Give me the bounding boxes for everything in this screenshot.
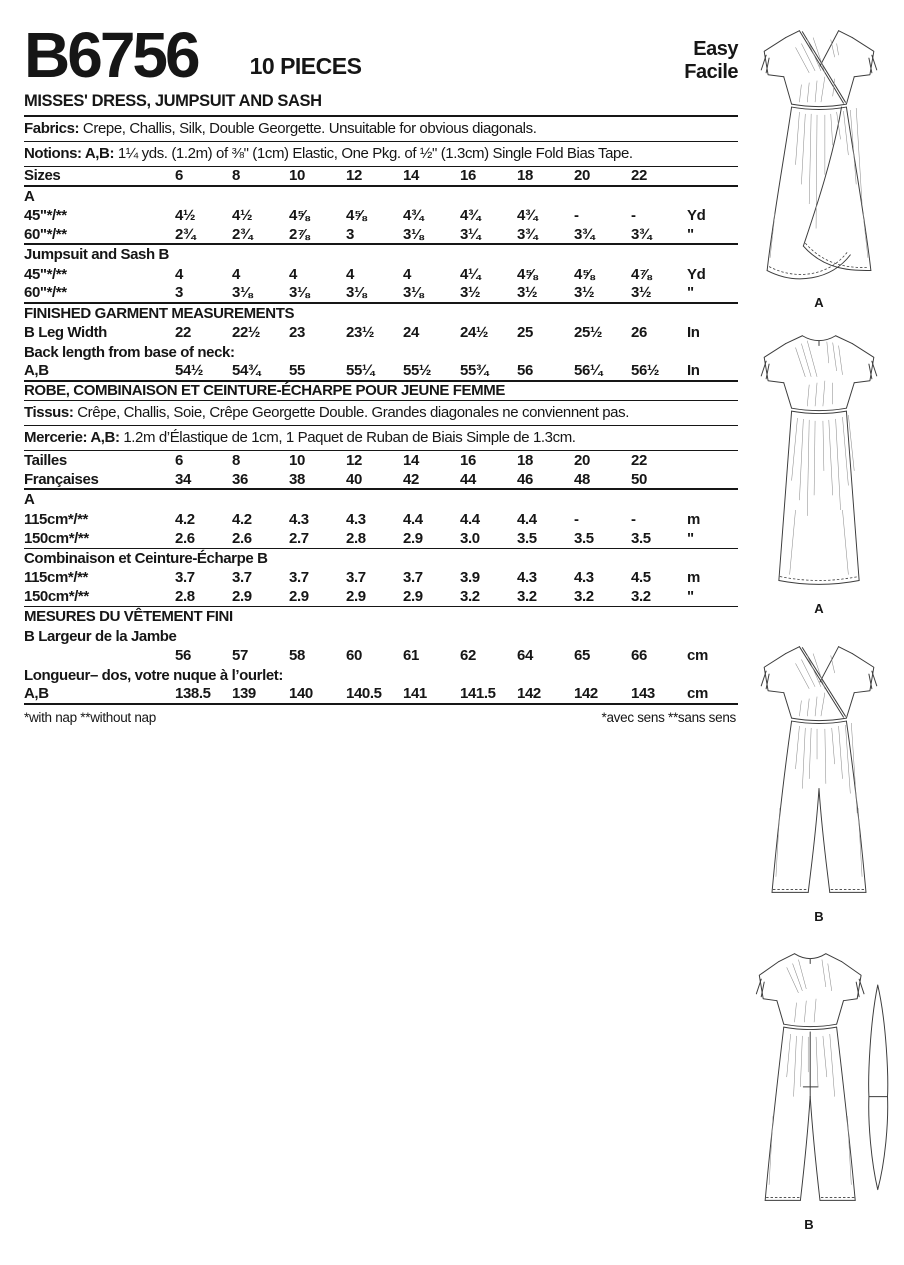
table-row — [24, 471, 738, 491]
size-value: 48 — [574, 470, 590, 488]
unit-label: " — [687, 284, 694, 302]
table-row — [24, 588, 738, 608]
table-row — [24, 323, 738, 343]
difficulty-french: Facile — [684, 61, 738, 83]
size-value: 3.9 — [460, 569, 480, 587]
size-value: 4 — [346, 265, 354, 283]
row-label: 45"*/** — [24, 265, 67, 283]
size-value: 3.0 — [460, 529, 480, 547]
table-row — [24, 451, 738, 471]
size-value: 22 — [631, 167, 647, 185]
section-label: MESURES DU VÊTEMENT FINI — [24, 608, 233, 626]
view-label-jumpsuit-back: B — [804, 1217, 814, 1232]
unit-label: cm — [687, 647, 708, 665]
table-row — [24, 284, 738, 304]
size-value: 4 — [175, 265, 183, 283]
unit-label: Yd — [687, 265, 706, 283]
size-value: 3.7 — [232, 569, 252, 587]
size-value: 3⅛ — [403, 225, 424, 243]
size-value: 26 — [631, 324, 647, 342]
table-row — [24, 117, 738, 142]
section-label: ROBE, COMBINAISON ET CEINTURE-ÉCHARPE POUR JEUNE FEMME — [24, 382, 505, 400]
size-value: 3.2 — [460, 588, 480, 606]
size-value: 3.7 — [175, 569, 195, 587]
section-label: FINISHED GARMENT MEASUREMENTS — [24, 304, 295, 322]
table-row — [24, 206, 738, 226]
size-value: 66 — [631, 647, 647, 665]
table-row — [24, 343, 738, 363]
size-value: 46 — [517, 470, 533, 488]
unit-label: " — [687, 529, 694, 547]
size-value: 141 — [403, 685, 427, 703]
size-value: 4.4 — [517, 510, 537, 528]
size-value: 2.9 — [403, 529, 423, 547]
size-value: 56¼ — [574, 362, 602, 380]
size-value: 55¾ — [460, 362, 488, 380]
size-value: 3.7 — [346, 569, 366, 587]
size-value: - — [574, 510, 579, 528]
size-value: 4.3 — [574, 569, 594, 587]
size-value: 57 — [232, 647, 248, 665]
size-value: 4.5 — [631, 569, 651, 587]
unit-label: m — [687, 569, 700, 587]
row-label: 115cm*/** — [24, 510, 88, 528]
dress-back-illustration — [738, 324, 900, 618]
size-value: 3½ — [574, 284, 595, 302]
size-table — [24, 117, 738, 705]
table-row — [24, 510, 738, 530]
size-value: 2.9 — [403, 588, 423, 606]
info-label: Fabrics: — [24, 120, 80, 137]
size-value: 3½ — [517, 284, 538, 302]
row-label: A,B — [24, 685, 49, 703]
size-value: 4.4 — [403, 510, 423, 528]
section-label: Combinaison et Ceinture-Écharpe B — [24, 549, 268, 567]
size-value: 2¾ — [232, 225, 253, 243]
size-value: 22½ — [232, 324, 260, 342]
size-value: 16 — [460, 452, 476, 470]
size-value: 36 — [232, 470, 248, 488]
size-value: 3.5 — [574, 529, 594, 547]
size-value: 143 — [631, 685, 655, 703]
size-value: 3½ — [460, 284, 481, 302]
size-value: 16 — [460, 167, 476, 185]
table-row — [24, 426, 738, 451]
size-value: 34 — [175, 470, 191, 488]
size-value: 60 — [346, 647, 362, 665]
size-value: - — [574, 207, 579, 225]
section-label: A — [24, 187, 35, 205]
dress-front-illustration — [738, 18, 900, 312]
info-label: Tissus: — [24, 404, 74, 421]
size-value: 4⅝ — [517, 265, 538, 283]
info-text: 1¼ yds. (1.2m) of ⅜" (1cm) Elastic, One Pkg. of ½" (1.3cm) Single Fold Bias Tape. — [114, 145, 633, 162]
size-value: 54¾ — [232, 362, 260, 380]
size-value: 3¾ — [517, 225, 538, 243]
size-value: 142 — [517, 685, 541, 703]
size-value: 56½ — [631, 362, 659, 380]
table-row — [24, 142, 738, 167]
table-row — [24, 568, 738, 588]
size-value: 14 — [403, 452, 419, 470]
size-value: 4.4 — [460, 510, 480, 528]
size-value: 2.9 — [346, 588, 366, 606]
info-column — [24, 8, 738, 1234]
size-value: 4 — [403, 265, 411, 283]
row-label: Sizes — [24, 167, 61, 185]
size-value: 4.2 — [175, 510, 195, 528]
view-label-dress-back: A — [814, 601, 824, 616]
row-label: 45"*/** — [24, 207, 67, 225]
pattern-number: B6756 — [24, 19, 198, 92]
size-value: 3 — [175, 284, 183, 302]
row-label: 60"*/** — [24, 225, 67, 243]
footnotes — [24, 705, 738, 725]
row-label: 150cm*/** — [24, 588, 89, 606]
size-value: 4.3 — [289, 510, 309, 528]
unit-label: In — [687, 324, 700, 342]
size-value: 3⅛ — [346, 284, 367, 302]
unit-label: cm — [687, 685, 708, 703]
size-value: 3.7 — [289, 569, 309, 587]
table-row — [24, 304, 738, 324]
size-value: 56 — [517, 362, 533, 380]
table-row — [24, 265, 738, 285]
size-value: 22 — [631, 452, 647, 470]
size-value: 2.9 — [232, 588, 252, 606]
size-value: 3¾ — [631, 225, 652, 243]
size-value: 4¾ — [403, 207, 424, 225]
table-row — [24, 607, 738, 627]
size-value: 4⅞ — [631, 265, 652, 283]
section-label: Jumpsuit and Sash B — [24, 246, 169, 264]
size-value: 8 — [232, 167, 240, 185]
size-value: 4¾ — [517, 207, 538, 225]
unit-label: " — [687, 588, 694, 606]
size-value: 140 — [289, 685, 313, 703]
section-label: Back length from base of neck: — [24, 343, 235, 361]
size-value: 44 — [460, 470, 476, 488]
table-row — [24, 529, 738, 549]
size-value: 10 — [289, 167, 305, 185]
size-value: 6 — [175, 167, 183, 185]
size-value: 2⅞ — [289, 225, 310, 243]
size-value: 55 — [289, 362, 305, 380]
size-value: 3.5 — [517, 529, 537, 547]
footnote-english: *with nap **without nap — [24, 709, 156, 725]
size-value: 20 — [574, 167, 590, 185]
info-text: 1.2m d’Élastique de 1cm, 1 Paquet de Ruban de Biais Simple de 1.3cm. — [119, 429, 576, 446]
table-row — [24, 245, 738, 265]
size-value: 65 — [574, 647, 590, 665]
size-value: 24 — [403, 324, 419, 342]
size-value: 18 — [517, 452, 533, 470]
table-row — [24, 362, 738, 382]
table-row — [24, 490, 738, 510]
size-value: 2.8 — [346, 529, 366, 547]
size-value: - — [631, 510, 636, 528]
illustration-column — [738, 8, 900, 1234]
size-value: 18 — [517, 167, 533, 185]
size-value: 3⅛ — [289, 284, 310, 302]
difficulty-rating — [684, 38, 738, 86]
table-row — [24, 685, 738, 705]
size-value: 4.2 — [232, 510, 252, 528]
size-value: 3⅛ — [403, 284, 424, 302]
size-value: 61 — [403, 647, 419, 665]
size-value: 3.2 — [631, 588, 651, 606]
garment-title: MISSES' DRESS, JUMPSUIT AND SASH — [24, 86, 738, 117]
table-row — [24, 401, 738, 426]
size-value: 3¾ — [574, 225, 595, 243]
row-label: Françaises — [24, 470, 99, 488]
size-value: 142 — [574, 685, 598, 703]
size-value: 14 — [403, 167, 419, 185]
info-label: Mercerie: A,B: — [24, 429, 120, 446]
size-value: 55½ — [403, 362, 431, 380]
row-label: 150cm*/** — [24, 529, 89, 547]
jumpsuit-front-drawing — [739, 632, 899, 910]
size-value: 3½ — [631, 284, 652, 302]
dress-back-drawing — [739, 324, 899, 602]
size-value: 4.3 — [346, 510, 366, 528]
size-value: 4⅝ — [574, 265, 595, 283]
footnote-french: *avec sens **sans sens — [601, 709, 736, 725]
size-value: 3⅛ — [232, 284, 253, 302]
row-label: Tailles — [24, 452, 67, 470]
section-label: Longueur– dos, votre nuque à l’ourlet: — [24, 666, 283, 684]
size-value: 6 — [175, 452, 183, 470]
size-value: 40 — [346, 470, 362, 488]
unit-label: " — [687, 225, 694, 243]
size-value: 2.7 — [289, 529, 309, 547]
size-value: 25 — [517, 324, 533, 342]
size-value: 55¼ — [346, 362, 374, 380]
size-value: 4¼ — [460, 265, 481, 283]
size-value: 56 — [175, 647, 191, 665]
size-value: 23 — [289, 324, 305, 342]
size-value: 4.3 — [517, 569, 537, 587]
size-value: 4½ — [175, 207, 196, 225]
row-label: 60"*/** — [24, 284, 67, 302]
size-value: 62 — [460, 647, 476, 665]
size-value: 2.9 — [289, 588, 309, 606]
table-row — [24, 666, 738, 686]
table-row — [24, 549, 738, 569]
table-row — [24, 646, 738, 666]
size-value: 138.5 — [175, 685, 211, 703]
section-label: B Largeur de la Jambe — [24, 627, 177, 645]
size-value: 10 — [289, 452, 305, 470]
size-value: 12 — [346, 452, 362, 470]
view-label-dress-front: A — [814, 295, 824, 310]
size-value: 50 — [631, 470, 647, 488]
jumpsuit-back-illustration — [738, 940, 900, 1234]
size-value: 3 — [346, 225, 354, 243]
size-value: 139 — [232, 685, 256, 703]
size-value: 12 — [346, 167, 362, 185]
header — [24, 8, 738, 92]
table-row — [24, 187, 738, 207]
table-row — [24, 382, 738, 402]
size-value: 20 — [574, 452, 590, 470]
dress-front-drawing — [739, 18, 899, 296]
size-value: 3.7 — [403, 569, 423, 587]
info-text: Crepe, Challis, Silk, Double Georgette. Unsuitable for obvious diagonals. — [79, 120, 537, 137]
size-value: - — [631, 207, 636, 225]
unit-label: Yd — [687, 207, 706, 225]
size-value: 2¾ — [175, 225, 196, 243]
size-value: 42 — [403, 470, 419, 488]
view-label-jumpsuit-front: B — [814, 909, 824, 924]
section-label: A — [24, 491, 35, 509]
info-text: Crêpe, Challis, Soie, Crêpe Georgette Double. Grandes diagonales ne conviennent pas. — [73, 404, 629, 421]
size-value: 25½ — [574, 324, 602, 342]
size-value: 38 — [289, 470, 305, 488]
size-value: 4⅝ — [346, 207, 367, 225]
size-value: 4¾ — [460, 207, 481, 225]
size-value: 8 — [232, 452, 240, 470]
jumpsuit-front-illustration — [738, 632, 900, 926]
size-value: 24½ — [460, 324, 488, 342]
size-value: 4⅝ — [289, 207, 310, 225]
size-value: 4 — [232, 265, 240, 283]
size-value: 3.2 — [574, 588, 594, 606]
size-value: 3.5 — [631, 529, 651, 547]
table-row — [24, 167, 738, 187]
size-value: 54½ — [175, 362, 203, 380]
size-value: 4½ — [232, 207, 253, 225]
size-value: 3¼ — [460, 225, 481, 243]
unit-label: m — [687, 510, 700, 528]
size-value: 3.2 — [517, 588, 537, 606]
difficulty-english: Easy — [693, 38, 738, 60]
size-value: 2.6 — [175, 529, 195, 547]
row-label: B Leg Width — [24, 324, 107, 342]
pieces-count: 10 PIECES — [249, 53, 362, 79]
table-row — [24, 226, 738, 246]
size-value: 4 — [289, 265, 297, 283]
size-value: 58 — [289, 647, 305, 665]
unit-label: In — [687, 362, 700, 380]
size-value: 64 — [517, 647, 533, 665]
table-row — [24, 627, 738, 647]
row-label: 115cm*/** — [24, 569, 88, 587]
info-label: Notions: A,B: — [24, 145, 115, 162]
jumpsuit-back-and-sash-drawing — [738, 940, 900, 1218]
size-value: 22 — [175, 324, 191, 342]
size-value: 2.8 — [175, 588, 195, 606]
size-value: 140.5 — [346, 685, 382, 703]
row-label: A,B — [24, 362, 49, 380]
size-value: 23½ — [346, 324, 374, 342]
size-value: 141.5 — [460, 685, 496, 703]
size-value: 2.6 — [232, 529, 252, 547]
